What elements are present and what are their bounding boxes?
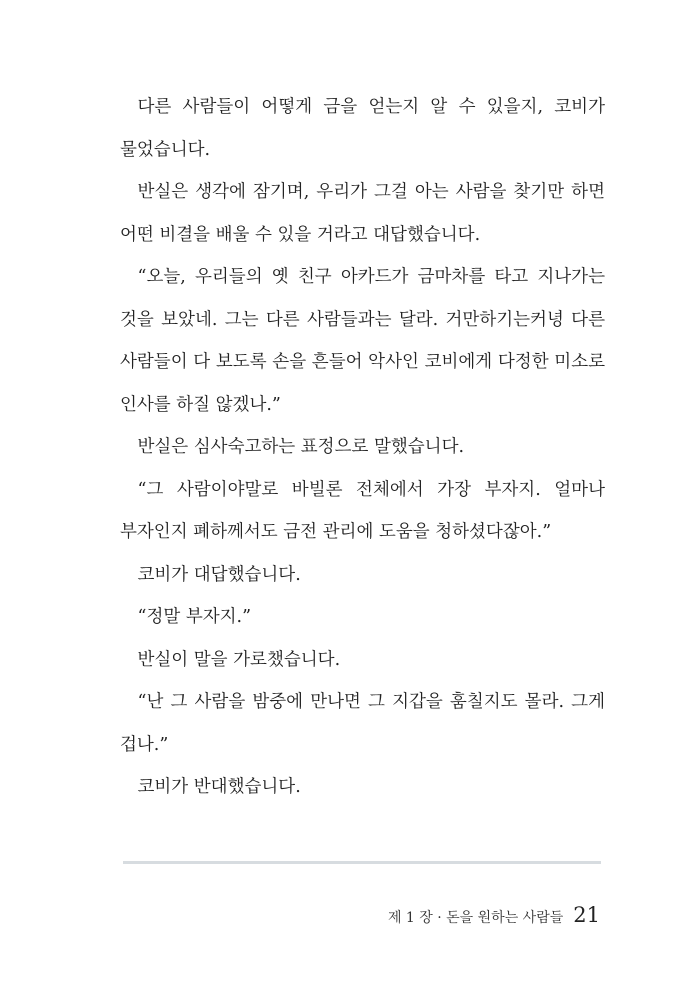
paragraph: “난 그 사람을 밤중에 만나면 그 지갑을 훔칠지도 몰라. 그게 겁나.” xyxy=(120,692,605,755)
paragraph: “정말 부자지.” xyxy=(137,607,252,627)
paragraph: “그 사람이야말로 바빌론 전체에서 가장 부자지. 얼마나 부자인지 폐하께서도 금전 관리에 도움을 청하셨다잖아.” xyxy=(120,479,605,542)
paragraph: “오늘, 우리들의 옛 친구 아카드가 금마차를 타고 지나가는 것을 보았네. 그는 다른 사람들과는 달라. 거만하기는커녕 다른 사람들이 다 보도록 손을 흔들어 악사인 코비에게 다정한 미소로 인사를 하질 않겠나.” xyxy=(120,267,605,415)
page-footer xyxy=(388,903,600,929)
page-number: 21 xyxy=(573,903,600,927)
chapter-title: 제 1 장 · 돈을 원하는 사람들 xyxy=(387,910,564,926)
paragraph: 반실은 심사숙고하는 표정으로 말했습니다. xyxy=(137,437,465,457)
paragraph: 코비가 반대했습니다. xyxy=(137,777,301,797)
page-body xyxy=(120,86,605,809)
footer-divider xyxy=(123,861,601,864)
paragraph: 다른 사람들이 어떻게 금을 얻는지 알 수 있을지, 코비가 물었습니다. xyxy=(120,97,605,160)
paragraph: 코비가 대답했습니다. xyxy=(137,564,301,585)
paragraph: 반실은 생각에 잠기며, 우리가 그걸 아는 사람을 찾기만 하면 어떤 비결을 배울 수 있을 거라고 대답했습니다. xyxy=(120,182,605,245)
paragraph: 반실이 말을 가로챘습니다. xyxy=(137,649,341,670)
